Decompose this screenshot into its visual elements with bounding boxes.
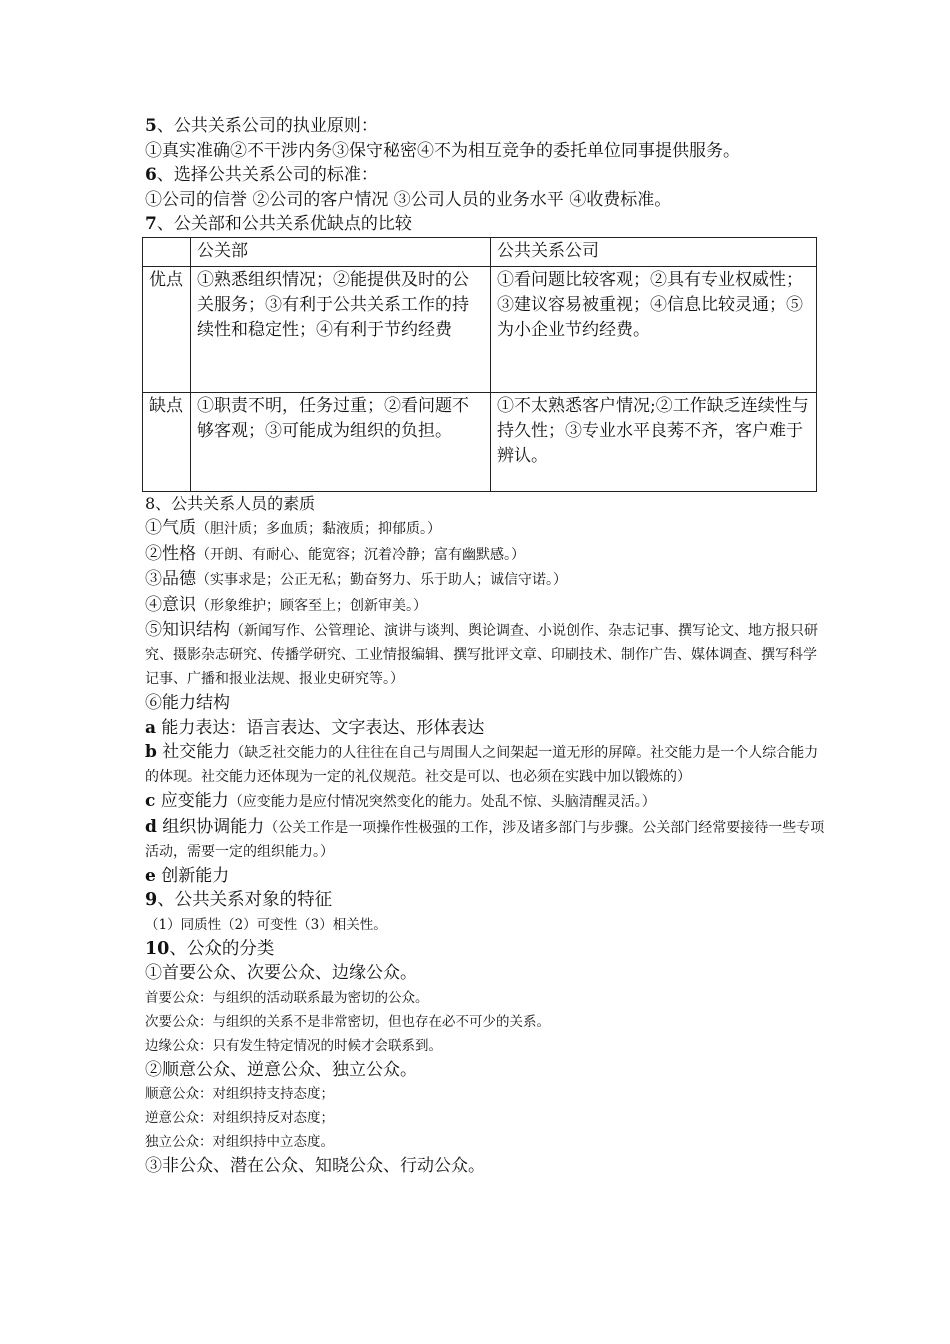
table-cell: ①看问题比较客观；②具有专业权威性；③建议容易被重视；④信息比较灵通；⑤为小企业节约经费。	[491, 266, 817, 392]
ability-d	[145, 815, 825, 864]
section-7-heading	[145, 212, 825, 237]
section-6-body: ①公司的信誉 ②公司的客户情况 ③公司人员的业务水平 ④收费标准。	[145, 189, 672, 210]
ability-letter: e	[145, 865, 156, 886]
section-title: 、公关部和公共关系优缺点的比较	[156, 214, 412, 234]
section-5-body: ①真实准确②不干涉内务③保守秘密④不为相互竞争的委托单位同事提供服务。	[145, 140, 740, 161]
ability-text: 能力表达：语言表达、文字表达、形体表达	[156, 717, 485, 738]
ability-letter: a	[145, 717, 157, 738]
quality-item	[145, 516, 825, 542]
section-9-body: （1）同质性（2）可变性（3）相关性。	[145, 916, 387, 933]
section-number: 5	[145, 116, 157, 136]
ability-b	[145, 740, 825, 789]
ability-e	[145, 864, 825, 889]
public-note: 边缘公众：只有发生特定情况的时候才会联系到。	[145, 1037, 442, 1054]
knowledge-lead: ⑤知识结构	[145, 620, 230, 640]
section-title: 、选择公共关系公司的标准：	[156, 165, 378, 185]
section-5-heading	[145, 114, 825, 139]
knowledge-structure	[145, 618, 825, 691]
public-note: 逆意公众：对组织持反对态度；	[145, 1110, 334, 1126]
ability-letter: d	[145, 816, 157, 837]
ability-letter: c	[145, 791, 156, 811]
ability-a	[145, 716, 825, 741]
quality-detail: （胆汁质；多血质；黏液质；抑郁质。）	[196, 521, 441, 537]
table-cell: ①熟悉组织情况；②能提供及时的公关服务；③有利于公共关系工作的持续性和稳定性；④有利于节约经费	[191, 266, 491, 392]
quality-lead: ①气质	[145, 518, 196, 538]
section-6-heading	[145, 163, 825, 188]
ability-c	[145, 789, 825, 815]
table-cell: ①不太熟悉客户情况;②工作缺乏连续性与持久性；③专业水平良莠不齐，客户难于辨认。	[491, 392, 817, 491]
ability-text: 创新能力	[155, 865, 230, 886]
section-9-heading	[145, 888, 825, 913]
ability-letter: b	[145, 742, 157, 762]
quality-detail: （开朗、有耐心、能宽容；沉着冷静；富有幽默感。）	[196, 546, 525, 563]
row-label-advantages: 优点	[143, 266, 191, 392]
quality-lead: ④意识	[145, 594, 196, 615]
quality-item	[145, 593, 825, 619]
section-title: 、公共关系对象的特征	[157, 890, 333, 910]
quality-item	[145, 567, 825, 593]
table-header-cell	[143, 237, 191, 266]
table-header-row	[143, 237, 817, 266]
ability-lead: 应变能力	[155, 791, 229, 811]
table-cell: ①职责不明，任务过重；②看问题不够客观；③可能成为组织的负担。	[191, 392, 491, 491]
section-10-heading	[145, 937, 825, 962]
public-note: 次要公众：与组织的关系不是非常密切，但也存在必不可少的关系。	[145, 1013, 550, 1030]
table-row	[143, 266, 817, 392]
section-title: 、公共关系公司的执业原则：	[156, 116, 378, 136]
quality-lead: ②性格	[145, 543, 196, 564]
quality-item	[145, 542, 825, 568]
quality-lead: ③品德	[145, 569, 196, 589]
ability-structure-title: ⑥能力结构	[145, 693, 230, 713]
section-number: 10	[145, 938, 170, 959]
ability-lead: 社交能力	[156, 742, 231, 762]
public-group-1: ①首要公众、次要公众、边缘公众。	[145, 963, 417, 983]
ability-lead: 组织协调能力	[156, 816, 265, 837]
section-8-heading: 8、公共关系人员的素质	[145, 493, 316, 513]
public-note: 首要公众：与组织的活动联系最为密切的公众。	[145, 989, 429, 1006]
table-row	[143, 392, 817, 491]
quality-detail: （形象维护；顾客至上；创新审美。）	[196, 597, 427, 614]
ability-detail: （应变能力是应付情况突然变化的能力。处乱不惊、头脑清醒灵活。）	[228, 794, 656, 810]
public-note: 独立公众：对组织持中立态度。	[145, 1134, 334, 1150]
table-header-cell: 公共关系公司	[491, 237, 817, 266]
knowledge-detail: （新闻写作、公管理论、演讲与谈判、舆论调查、小说创作、杂志记事、撰写论文、地方报只研究、摄影杂志研究、传播学研究、工业情报编辑、撰写批评文章、印刷技术、制作广告、媒体调查、撰写科学记事、广播和报业法规、报业史研究等。）	[145, 623, 818, 687]
public-group-2: ②顺意公众、逆意公众、独立公众。	[145, 1059, 417, 1080]
section-number: 9	[145, 890, 158, 910]
public-group-3: ③非公众、潜在公众、知晓公众、行动公众。	[145, 1156, 485, 1176]
table-header-cell: 公关部	[191, 237, 491, 266]
public-note: 顺意公众：对组织持支持态度；	[145, 1086, 334, 1102]
document-page	[145, 114, 825, 1179]
section-number: 6	[145, 165, 157, 185]
ability-detail: （公关工作是一项操作性极强的工作，涉及诸多部门与步骤。公关部门经常要接待一些专项活动，需要一定的组织能力。）	[145, 819, 825, 860]
comparison-table	[142, 237, 817, 492]
row-label-disadvantages: 缺点	[143, 392, 191, 491]
quality-detail: （实事求是；公正无私；勤奋努力、乐于助人；诚信守诺。）	[196, 572, 567, 588]
section-number: 7	[145, 214, 157, 234]
ability-detail: （缺乏社交能力的人往往在自己与周围人之间架起一道无形的屏障。社交能力是一个人综合能力的体现。社交能力还体现为一定的礼仪规范。社交是可以、也必须在实践中加以锻炼的）	[145, 745, 819, 785]
section-title: 、公众的分类	[169, 938, 275, 959]
